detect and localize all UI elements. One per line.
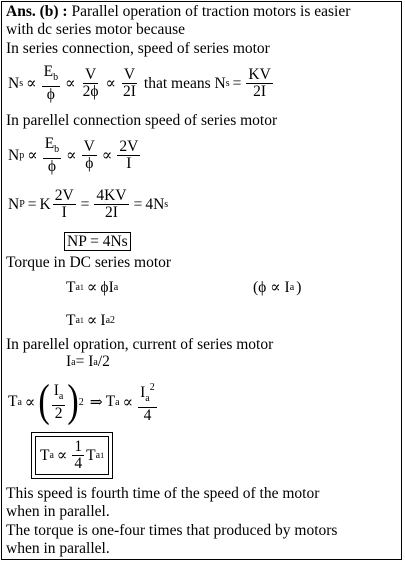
- eq2-frac3: $\frac{2V}{I}$: [119, 138, 139, 172]
- series-title: In series connection, speed of series motor: [6, 40, 270, 57]
- torque-eq1: T a 1 ∝ ϕI a: [66, 278, 119, 296]
- eq1-lhs: N: [8, 74, 20, 92]
- eq1-frac1: $\frac{E_b}{\phi}$: [43, 63, 59, 103]
- eq1-frac3: $\frac{V}{2I}$: [123, 66, 136, 100]
- current-eq: I a = I a /2: [66, 353, 110, 370]
- torque-ratio-eq: T a ∝ ( $\frac{I_a}{2}$ ) 2 ⇒ T a ∝ $\frac{I_a^2}{4}$: [8, 376, 155, 427]
- eq5-frac: $\frac{1}{4}$: [74, 438, 83, 472]
- eq1-frac4: $\frac{KV}{2I}$: [248, 66, 271, 100]
- eq2-frac1: $\frac{E_b}{\phi}$: [44, 135, 60, 175]
- eq3-frac1: $\frac{2V}{I}$: [54, 187, 74, 221]
- answer-intro-line2: with dc series motor because: [6, 21, 186, 38]
- conclusion-line2: when in parallel.: [6, 503, 110, 520]
- eq4-frac2: $\frac{I_a^2}{4}$: [140, 382, 155, 424]
- eq1-middle-text: that means N: [143, 74, 226, 92]
- boxed-torque-result: T a ∝ $\frac{1}{4}$ T a 1: [31, 432, 113, 479]
- torque-title: Torque in DC series motor: [6, 254, 172, 271]
- eq3-frac2: $\frac{4KV}{2I}$: [96, 187, 127, 221]
- parallel-title: In parellel connection speed of series motor: [6, 112, 278, 129]
- answer-intro: [6, 3, 350, 21]
- eq1-frac2: $\frac{V}{2\phi}$: [82, 66, 99, 100]
- boxed-result: NP = 4Ns: [64, 233, 131, 251]
- parallel-current-title: In parellel opration, current of series motor: [6, 336, 274, 353]
- eq4-frac1: $\frac{I_a}{2}$: [53, 381, 64, 422]
- answer-label: Ans. (b) :: [6, 3, 68, 20]
- conclusion-line4: when in parallel.: [6, 540, 110, 557]
- eq2-frac2: $\frac{V}{\phi}$: [83, 138, 95, 172]
- answer-intro-text: Parallel operation of traction motors is easier: [67, 3, 351, 20]
- torque-eq2: T a 1 ∝ I a 2: [66, 311, 116, 329]
- conclusion-line1: This speed is fourth time of the speed of the motor: [6, 485, 320, 502]
- equation-parallel-speed: N p ∝ $\frac{E_b}{\phi}$ ∝ $\frac{V}{\phi}$ ∝ $\frac{2V}{I}$: [8, 135, 139, 175]
- equation-np: N P = K $\frac{2V}{I}$ = $\frac{4KV}{2I}$ = 4N s: [8, 187, 169, 221]
- prop-symbol: ∝: [26, 75, 37, 92]
- equation-series-speed: N s ∝ $\frac{E_b}{\phi}$ ∝ $\frac{V}{2\phi}$ ∝ $\frac{V}{2I}$ that means N s = $\frac{KV}{2I}$: [8, 63, 271, 103]
- conclusion-line3: The torque is one-four times that produced by motors: [6, 522, 338, 539]
- eq1-lhs-sub: s: [19, 78, 24, 89]
- torque-note: (ϕ ∝ I a ): [253, 278, 302, 296]
